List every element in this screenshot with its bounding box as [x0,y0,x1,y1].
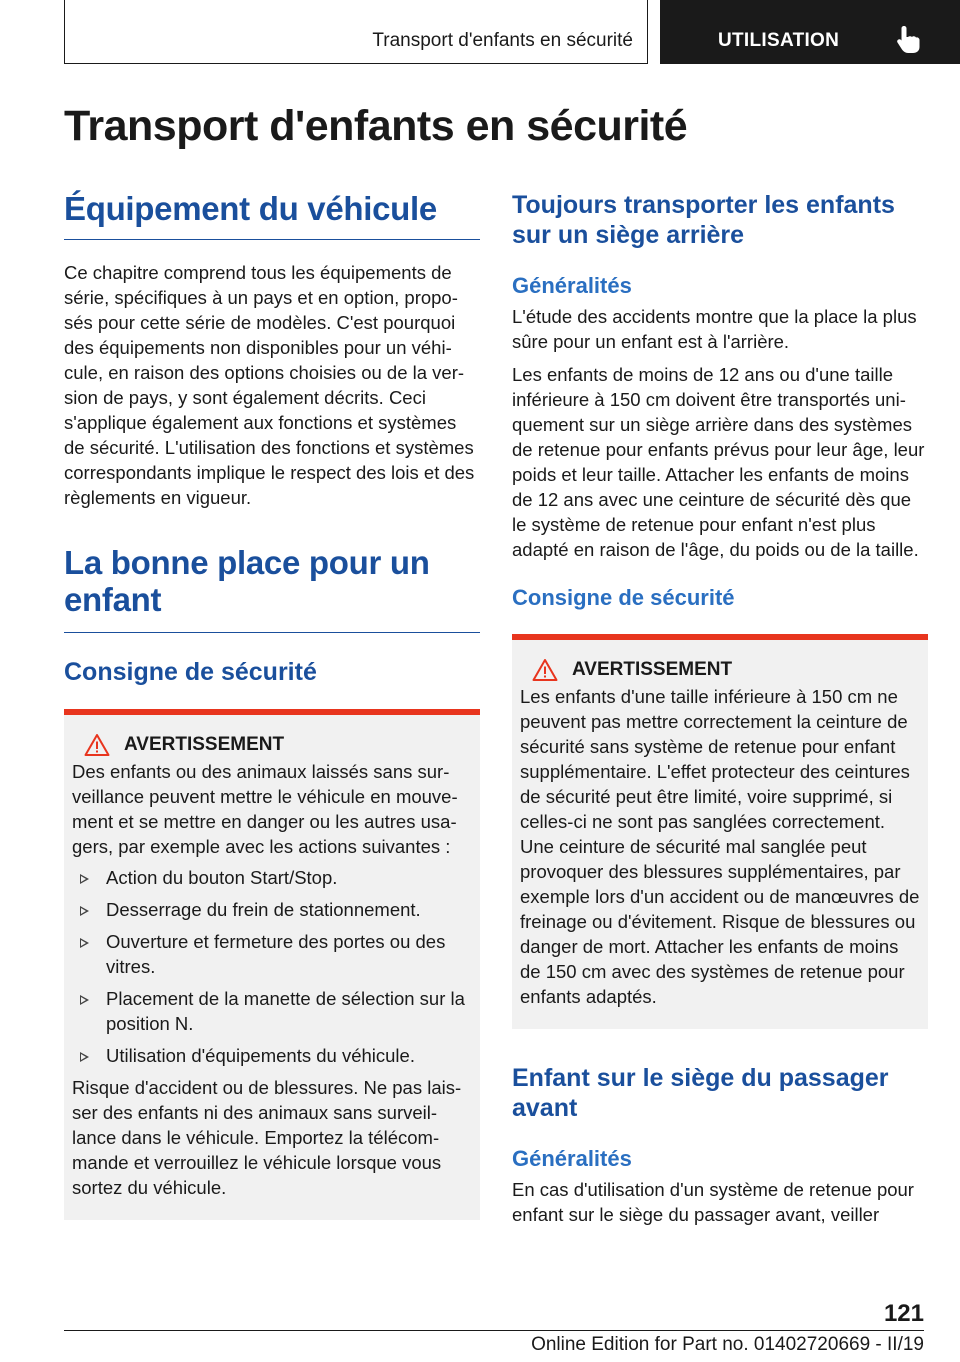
bullet-triangle-icon [80,906,89,916]
page-number: 121 [883,1300,924,1327]
warning-intro: Des enfants ou des animaux laissés sans surveillance peuvent mettre le véhicule en mouvement et se mettre en danger ou les autres usagers, par exemple avec les actions suivantes : [72,761,458,857]
list-item: Ouverture et fermeture des portes ou des vitres. [72,929,472,979]
warning-label: AVERTISSEMENT [124,734,285,755]
hand-pointer-icon [896,24,922,54]
warning-body: Les enfants d'une taille inférieure à 150 cm ne peuvent pas mettre correctement la ceinture de sécurité sans système de retenue pour enfant supplémentaire. L'effet protecteur des ceintures de sécurité peut être limité, voire supprimé, si celles-ci ne sont pas sanglées correctement. Une ceinture de sécurité mal sanglée peut provoquer des blessures supplémentaires, par exemple lors d'un accident ou de manœuvres de freinage ou d'évitement. Risque de blessures ou danger de mort. Attacher les enfants de moins de 150 cm avec des systèmes de retenue pour enfants adaptés. [520,686,920,1007]
section-heading-bonne-place: La bonne place pour un enfant [64,544,430,618]
warning-action-list [72,865,472,1068]
equipement-body: Ce chapitre comprend tous les équipements de série, spécifiques à un pays et en option, proposés pour cette série de modèles. C'est pourquoi des équipements non disponibles pour un véhicule, en raison des options choisies ou de la version de pays, y sont également décrits. Ceci s'applique également aux fonctions et systèmes de sécurité. L'utilisation des fonctions et systèmes correspondants implique le respect des lois et des règlements en vigueur. [64,262,475,508]
footer-rule [64,1330,924,1331]
subheading-generalites: Généralités [512,1146,632,1171]
left-column [64,190,480,1220]
section-rule [64,632,480,633]
right-column [512,190,928,1227]
warning-box-right [512,634,928,1029]
bullet-triangle-icon [80,995,89,1005]
warning-triangle-icon [84,733,110,757]
footer-edition: Online Edition for Part no. 01402720669 - II/19 [531,1334,924,1355]
list-item: Action du bouton Start/Stop. [72,865,472,890]
header-chapter-label: UTILISATION [718,30,840,51]
section-rule [64,239,480,240]
warning-outro: Risque d'accident ou de blessures. Ne pas laisser des enfants ni des animaux sans surveillance dans le véhicule. Emportez la télécommande et verrouillez le véhicule lorsque vous sortez du véhicule. [72,1077,462,1198]
bullet-triangle-icon [80,1052,89,1062]
section-heading-passager: Enfant sur le siège du passager avant [512,1064,889,1122]
bullet-triangle-icon [80,874,89,884]
warning-label: AVERTISSEMENT [572,659,733,680]
subheading-consigne: Consigne de sécurité [512,585,735,610]
toujours-paragraph-1: L'étude des accidents montre que la place la plus sûre pour un enfant est à l'arrière. [512,306,917,352]
warning-head [72,733,472,757]
section-heading-toujours: Toujours transporter les enfants sur un siège arrière [512,191,895,249]
toujours-paragraph-2: Les enfants de moins de 12 ans ou d'une taille inférieure à 150 cm doivent être transportés uniquement sur un siège arrière dans des systèmes de retenue pour enfants prévus pour leur âge, leur poids et leur taille. Attacher les enfants de moins de 12 ans avec une ceinture de sécurité dès que le système de retenue pour enfant n'est plus adapté en raison de l'âge, du poids ou de la taille. [512,364,925,560]
page-title: Transport d'enfants en sécurité [64,102,688,150]
header-section-title: Transport d'enfants en sécurité [372,30,633,51]
passager-paragraph-1: En cas d'utilisation d'un système de retenue pour enfant sur le siège du passager avant, veiller [512,1179,914,1225]
subheading-generalites: Généralités [512,273,632,298]
list-item: Placement de la manette de sélection sur la position N. [72,986,472,1036]
list-item: Desserrage du frein de stationnement. [72,897,472,922]
subheading-consigne: Consigne de sécurité [64,658,317,686]
bullet-triangle-icon [80,938,89,948]
warning-triangle-icon [532,658,558,682]
list-item: Utilisation d'équipements du véhicule. [72,1043,472,1068]
warning-box-left [64,709,480,1220]
header-chapter-tab[interactable] [660,0,960,64]
header-section-box [64,0,648,64]
section-heading-equipement: Équipement du véhicule [64,190,437,227]
warning-head [520,658,920,682]
